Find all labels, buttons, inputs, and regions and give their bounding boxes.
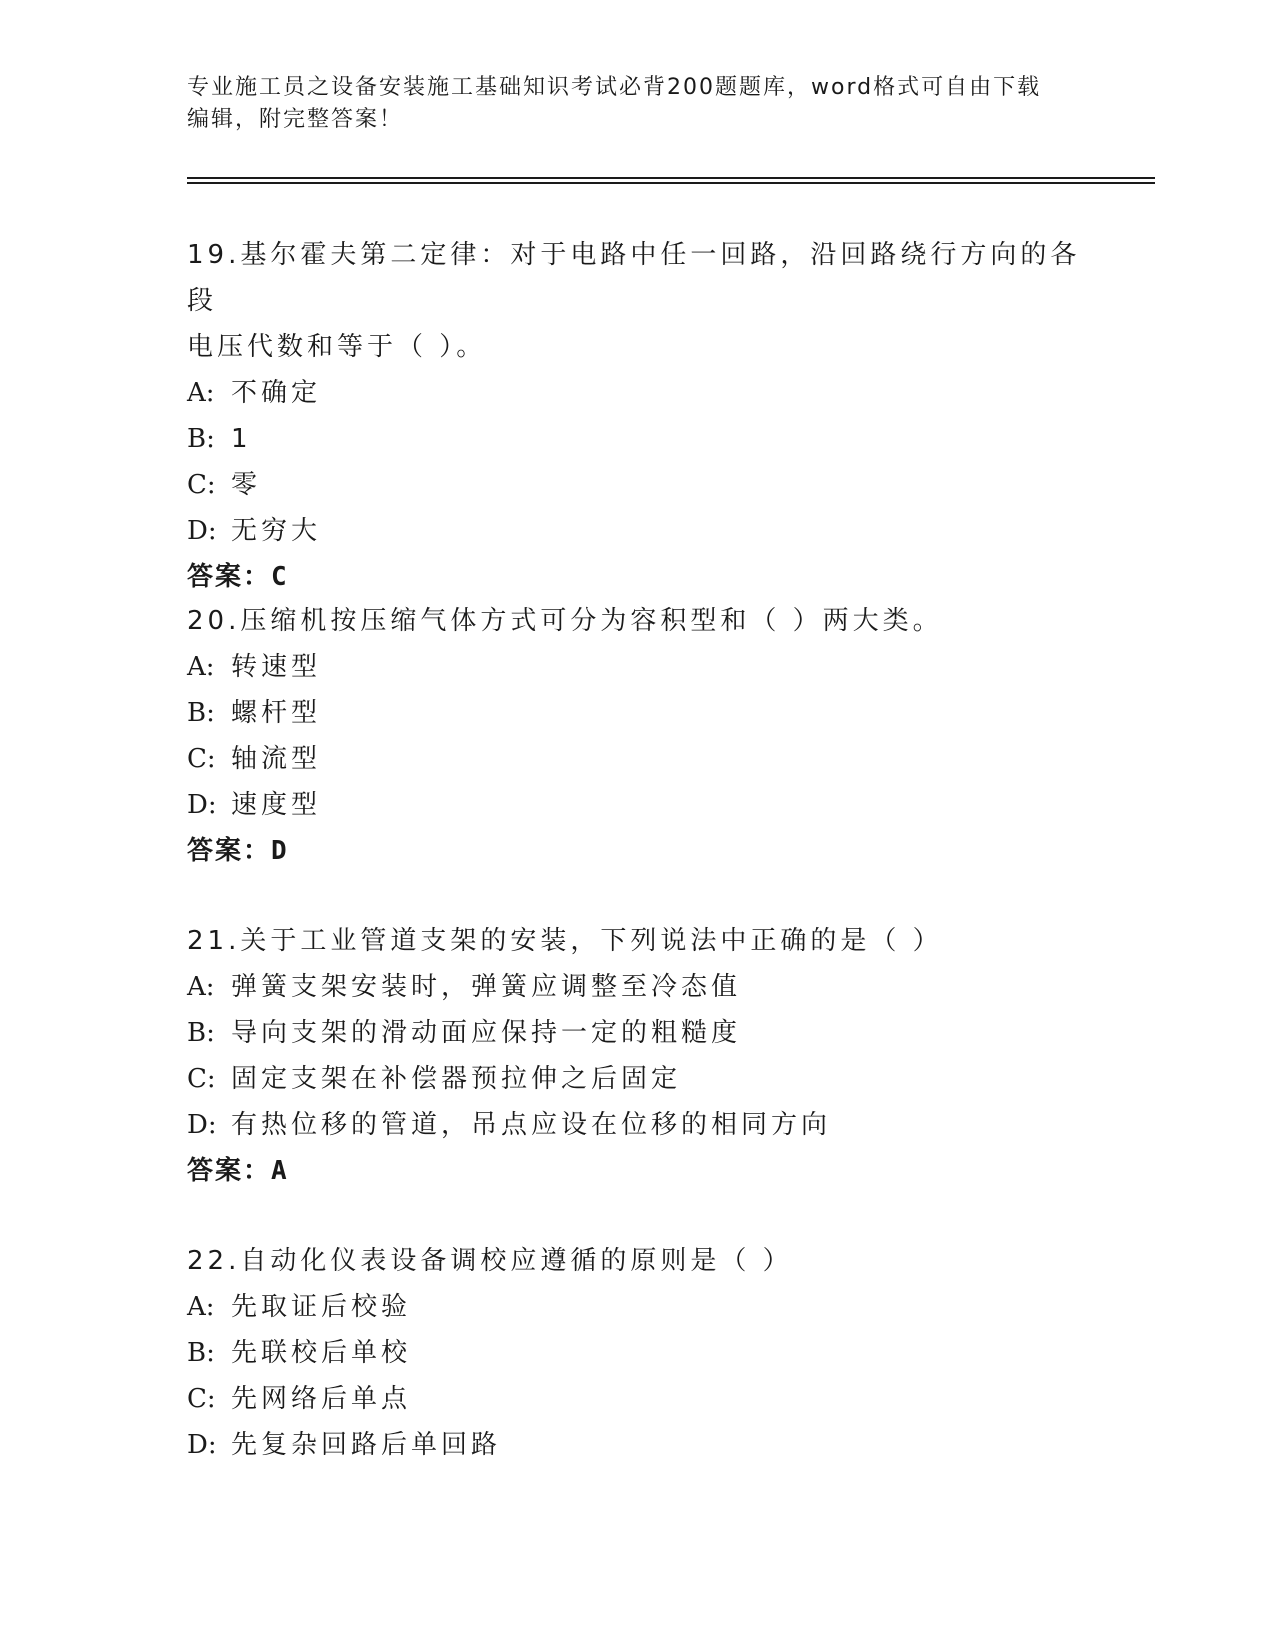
question-stem-line: 21.关于工业管道支架的安装，下列说法中正确的是（ ） [187, 926, 943, 956]
option-key: D: [187, 1430, 217, 1460]
option-text: 零 [231, 470, 262, 500]
option-key: B: [187, 698, 215, 728]
option-d [187, 782, 1087, 828]
option-d [187, 508, 1087, 554]
option-text: 螺杆型 [231, 698, 322, 728]
option-a [187, 644, 1087, 690]
header-divider-bottom [187, 182, 1155, 184]
option-key: C: [187, 470, 216, 500]
document-header [187, 72, 1087, 136]
question-stem-line: 20.压缩机按压缩气体方式可分为容积型和（ ）两大类。 [187, 606, 943, 636]
option-text: 不确定 [231, 378, 322, 408]
question-stem-line: 电压代数和等于（ ）。 [187, 332, 487, 362]
question-stem-line: 19.基尔霍夫第二定律：对于电路中任一回路，沿回路绕行方向的各段 [187, 240, 1081, 316]
option-c [187, 1056, 1087, 1102]
question-22 [187, 1238, 1087, 1468]
option-c [187, 462, 1087, 508]
option-text: 导向支架的滑动面应保持一定的粗糙度 [231, 1018, 742, 1048]
option-b [187, 1010, 1087, 1056]
option-text: 无穷大 [231, 516, 322, 546]
answer-value: A [271, 1156, 289, 1186]
option-key: A: [187, 972, 215, 1002]
answer-label: 答案： [187, 836, 272, 866]
option-key: B: [187, 1338, 215, 1368]
answer-value: D [271, 836, 289, 866]
option-text: 弹簧支架安装时，弹簧应调整至冷态值 [231, 972, 742, 1002]
option-c [187, 1376, 1087, 1422]
option-key: A: [187, 1292, 215, 1322]
option-a [187, 964, 1087, 1010]
option-key: C: [187, 1384, 216, 1414]
option-key: B: [187, 424, 215, 454]
option-key: C: [187, 1064, 216, 1094]
question-20 [187, 598, 1087, 874]
option-text: 速度型 [231, 790, 322, 820]
answer-value: C [271, 562, 289, 592]
option-text: 有热位移的管道，吊点应设在位移的相同方向 [231, 1110, 832, 1140]
option-key: D: [187, 1110, 217, 1140]
option-d [187, 1102, 1087, 1148]
header-divider-top [187, 177, 1155, 179]
option-a [187, 1284, 1087, 1330]
answer-line [187, 828, 1087, 874]
answer-label: 答案： [187, 562, 272, 592]
header-line-1: 专业施工员之设备安装施工基础知识考试必背200题题库，word格式可自由下载 [187, 75, 1042, 100]
option-a [187, 370, 1087, 416]
option-key: A: [187, 378, 215, 408]
option-key: B: [187, 1018, 215, 1048]
question-21 [187, 918, 1087, 1194]
question-stem-line: 22.自动化仪表设备调校应遵循的原则是（ ） [187, 1246, 793, 1276]
option-text: 固定支架在补偿器预拉伸之后固定 [231, 1064, 682, 1094]
header-line-2: 编辑，附完整答案！ [187, 107, 404, 132]
option-b [187, 1330, 1087, 1376]
option-text: 先取证后校验 [231, 1292, 412, 1322]
option-text: 先复杂回路后单回路 [231, 1430, 502, 1460]
answer-line [187, 554, 1087, 600]
option-text: 1 [231, 424, 252, 454]
option-text: 轴流型 [231, 744, 322, 774]
option-c [187, 736, 1087, 782]
option-text: 转速型 [231, 652, 322, 682]
option-key: A: [187, 652, 215, 682]
option-text: 先网络后单点 [231, 1384, 412, 1414]
option-d [187, 1422, 1087, 1468]
question-19 [187, 232, 1087, 600]
answer-line [187, 1148, 1087, 1194]
answer-label: 答案： [187, 1156, 272, 1186]
option-key: D: [187, 790, 217, 820]
option-text: 先联校后单校 [231, 1338, 412, 1368]
option-key: C: [187, 744, 216, 774]
option-b [187, 416, 1087, 462]
option-key: D: [187, 516, 217, 546]
option-b [187, 690, 1087, 736]
